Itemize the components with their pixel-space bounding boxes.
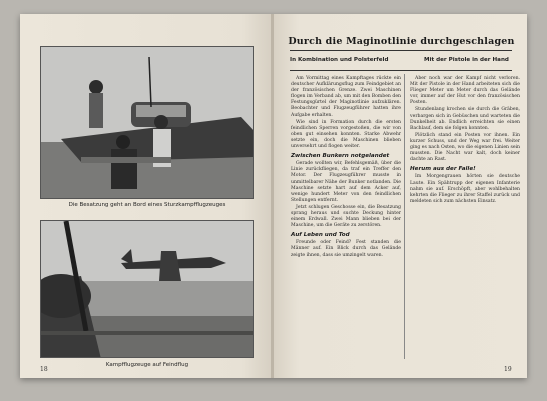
paragraph: Plötzlich stand ein Posten vor ihnen. Ein kurzer Schuss, und der Weg war frei. Weiter ging es nach Osten, wo die eigenen Linien sein mussten. Die Nacht war kalt, doch keiner dachte an Rast. (410, 132, 520, 163)
page-number-right: 19 (504, 366, 512, 373)
article-title: Durch die Maginotlinie durchgeschlagen (288, 36, 515, 47)
paragraph: Jetzt schlugen Geschosse ein, die Besatzung sprang heraus und suchte Deckung hinter einem Erdwall. Zwei Mann blieben bei der Maschine, um die Geräte zu zerstören. (291, 204, 401, 229)
section-heading: Zwischen Bunkern notgelandet (291, 153, 390, 160)
magazine-spread (20, 14, 527, 378)
bombers-illustration (41, 221, 254, 358)
page-number-left: 18 (40, 366, 48, 373)
paragraph: Wie sind in Formation durch die ersten feindlichen Sperren vorgestoßen, die wir von oben gut einsehen konnten. Starke Abwehr setzte ein, doch die Maschinen blieben unversehrt und flogen weiter. (291, 119, 401, 150)
right-page (274, 14, 527, 378)
title-rule (290, 50, 512, 51)
article-column-2 (410, 76, 520, 206)
plane-crew-illustration (41, 47, 254, 199)
photo-caption-bottom: Kampfflugzeuge auf Feindflug (105, 362, 189, 368)
paragraph: Aber noch war der Kampf nicht verloren. Mit der Pistole in der Hand arbeiteten sich die Flieger Meter um Meter durch das Gelände vor, immer auf der Hut vor den französischen Posten. (410, 76, 520, 106)
photo-caption-top: Die Besatzung geht an Bord eines Sturzkampfflugzeuges (68, 202, 226, 208)
article-subtitle-right: Mit der Pistole in der Hand (424, 57, 509, 63)
article-subtitle-left: In Kombination und Polsterfeld (290, 57, 389, 63)
subtitle-rule (290, 70, 512, 71)
section-heading: Auf Leben und Tod (291, 232, 350, 239)
paragraph: Freunde oder Feind? Fest standen die Männer auf. Ein Blick durch das Gelände zeigte ihnen, dass sie umzingelt waren. (291, 240, 401, 258)
paragraph: Im Morgengrauen hörten sie deutsche Laute. Ein Spähtrupp der eigenen Infanterie nahm sie auf. Erschöpft, aber wohlbehalten kehrten die Flieger zu ihrer Staffel zurück und meldeten sich zum nächsten Einsatz. (410, 174, 520, 204)
left-page (20, 14, 272, 378)
section-heading: Herum aus der Falle! (410, 166, 476, 173)
paragraph: Gerade wollten wir, Befehlsgemäß, über die Linie zurückfliegen, da traf ein Treffer den Motor. Der Flugzeugführer musste in unmittelbarer Nähe der Bunker notlanden. Die Maschine setzte hart auf dem Acker auf, wenige hundert Meter von den feindlichen Stellungen entfernt. (291, 161, 401, 203)
paragraph: Stundenlang krochen sie durch die Gräben, verbargen sich in Gebüschen und warteten die Dunkelheit ab. Endlich erreichten sie einen Bachlauf, dem sie folgen konnten. (410, 107, 520, 131)
photo-dive-bomber-crew (40, 46, 254, 199)
paragraph: Am Vormittag eines Kampftages rückte ein deutscher Aufklärungsflug zum Feindgebiet an der französischen Grenze. Zwei Maschinen flogen im Verband ab, um mit den Bomben den Festungsgürtel der Maginotlinie aufzuklären. Beobachter und Flugzeugführer hatten ihre Aufgabe erhalten. (291, 76, 401, 118)
photo-bombers-in-flight (40, 220, 254, 358)
column-divider (404, 74, 405, 359)
article-column-1 (291, 76, 401, 260)
